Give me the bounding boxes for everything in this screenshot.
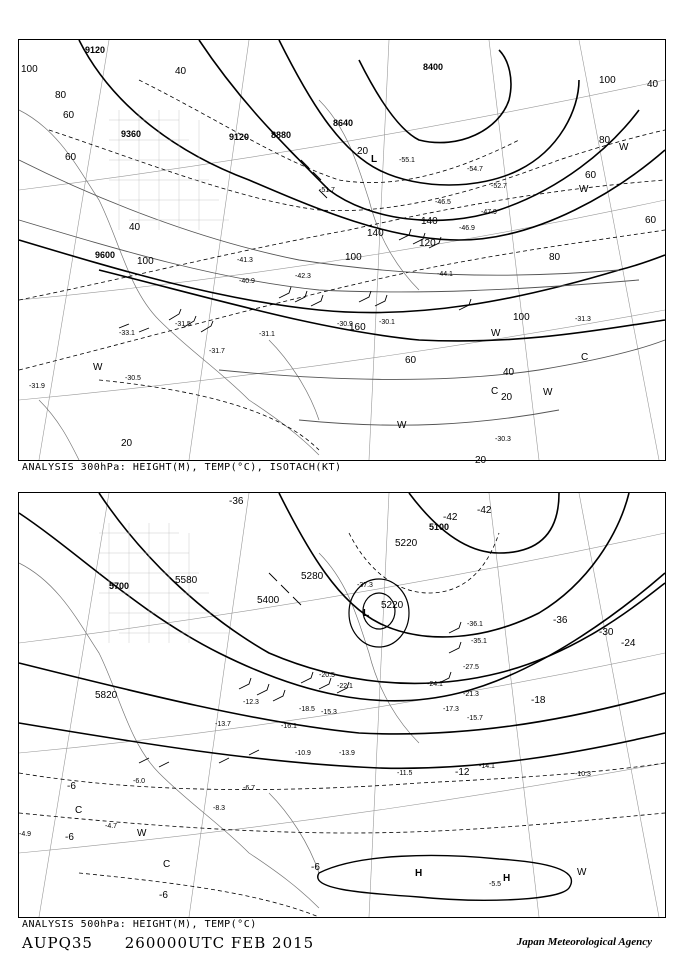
warm-symbol: W (543, 387, 553, 398)
temp-label: -11.5 (397, 770, 413, 777)
temp-label: -30.5 (125, 375, 141, 382)
isotherm-label: -42 (443, 512, 458, 523)
isotach-label: 80 (549, 252, 561, 263)
isotach-label: 100 (21, 64, 38, 75)
temp-label: -30.3 (495, 436, 511, 443)
temp-label: -4.7 (105, 823, 118, 830)
isotach-label: 60 (405, 355, 417, 366)
temp-label: -30.1 (379, 319, 395, 326)
temp-label: -10.9 (295, 750, 311, 757)
graticule (19, 493, 665, 917)
cold-symbol: C (491, 386, 499, 397)
height-label: 8400 (423, 62, 444, 72)
temp-label: -8.3 (213, 805, 226, 812)
isotherm-label: -36 (229, 496, 244, 507)
isotach-label: 60 (63, 110, 75, 121)
isotherm-label: -36 (553, 615, 568, 626)
height-label: 9120 (85, 45, 106, 55)
temp-label: -12.3 (243, 699, 259, 706)
temp-label: -24.1 (427, 681, 443, 688)
isotherm-label: -24 (621, 638, 636, 649)
temp-label: -51.7 (319, 187, 335, 194)
cold-symbol: C (163, 859, 171, 870)
graticule (19, 40, 665, 460)
height-label: 5280 (301, 571, 324, 582)
low-pressure-symbol: L (371, 154, 378, 165)
temp-label: -18.5 (299, 706, 315, 713)
warm-symbol: W (619, 142, 629, 153)
height-label: 8880 (271, 130, 292, 140)
temp-label: -47.9 (481, 209, 497, 216)
low-contour (349, 579, 409, 647)
temp-label: -14.1 (479, 763, 495, 770)
temp-label: -31.9 (29, 383, 45, 390)
warm-symbol: W (491, 328, 501, 339)
height-label: 9360 (121, 129, 142, 139)
height-label: 9600 (95, 250, 116, 260)
height-label: 5580 (175, 575, 198, 586)
analysis-500hpa-map (18, 492, 666, 918)
hatch-region (109, 110, 229, 230)
isotach-label: 40 (647, 79, 659, 90)
temp-label: -54.7 (467, 166, 483, 173)
footer-code-line (22, 934, 340, 952)
temp-label: -30.9 (337, 321, 353, 328)
isotach-lines (19, 160, 665, 425)
temp-label: -15.7 (467, 715, 483, 722)
height-label: 9120 (229, 132, 250, 142)
isotach-label: 20 (501, 392, 513, 403)
cold-symbol: C (581, 352, 589, 363)
temp-label: -13.7 (215, 721, 231, 728)
high-pressure-symbol: H (503, 873, 511, 884)
top-panel-caption: ANALYSIS 300hPa: HEIGHT(M), TEMP(°C), ISOTACH(KT) (22, 462, 342, 473)
temp-label: -6.0 (133, 778, 146, 785)
temp-label: -4.9 (19, 831, 32, 838)
map-300hpa-svg (19, 40, 665, 466)
isotach-label: 100 (345, 252, 362, 263)
isotherm-label: -6 (311, 862, 320, 873)
height-label: 5100 (429, 522, 450, 532)
height-label: 5220 (381, 600, 404, 611)
isotherm-label: -18 (531, 695, 546, 706)
analysis-300hpa-map (18, 39, 666, 466)
temp-label: -31.5 (175, 321, 191, 328)
temp-label: -17.3 (443, 706, 459, 713)
isotach-label: 100 (513, 312, 530, 323)
isotach-label: 120 (419, 238, 436, 249)
temp-label: -31.7 (209, 348, 225, 355)
analysis-datetime: 260000UTC FEB 2015 (124, 934, 315, 952)
isotach-label: 160 (349, 322, 366, 333)
isotach-label: 100 (599, 75, 616, 86)
height-label: 5400 (257, 595, 280, 606)
bottom-panel-caption: ANALYSIS 500hPa: HEIGHT(M), TEMP(°C) (22, 919, 257, 930)
height-label: 5820 (95, 690, 118, 701)
temp-label: -46.9 (459, 225, 475, 232)
temp-label: -55.1 (399, 157, 415, 164)
warm-symbol: W (579, 184, 589, 195)
isotach-label: 80 (599, 135, 611, 146)
map-500hpa-svg (19, 493, 665, 917)
temp-label: -13.9 (339, 750, 355, 757)
product-code: AUPQ35 (22, 934, 93, 952)
warm-symbol: W (93, 362, 103, 373)
isotach-label: 60 (645, 215, 657, 226)
height-label: 8640 (333, 118, 354, 128)
agency-name: Japan Meteorological Agency (516, 936, 652, 948)
isotach-label: 100 (137, 256, 154, 267)
temp-label: -22.1 (337, 683, 353, 690)
isotherm-label: -42 (477, 505, 492, 516)
height-label: 5700 (109, 581, 130, 591)
isotach-label: 40 (129, 222, 141, 233)
temp-label: -44.1 (437, 271, 453, 278)
isotherm-lines (19, 80, 665, 450)
temp-label: -31.3 (575, 316, 591, 323)
warm-symbol: W (397, 420, 407, 431)
isotherm-label: -12 (455, 767, 470, 778)
temp-label: -6.7 (243, 785, 256, 792)
isotach-label: 140 (421, 216, 438, 227)
isotherm-label: -6 (65, 832, 74, 843)
isotach-label: 20 (357, 146, 369, 157)
cold-symbol: C (75, 805, 83, 816)
temp-label: -31.1 (259, 331, 275, 338)
temp-label: -10.3 (575, 771, 591, 778)
isotherm-label: -6 (159, 890, 168, 901)
temp-label: -46.5 (435, 199, 451, 206)
isotherm-label: -6 (67, 781, 76, 792)
high-pressure-symbol: H (415, 868, 423, 879)
warm-symbol: W (137, 828, 147, 839)
temp-label: -42.3 (295, 273, 311, 280)
isotach-label: 40 (175, 66, 187, 77)
isotach-label: 60 (585, 170, 597, 181)
temp-label: -16.1 (281, 723, 297, 730)
isotherm-label: -30 (599, 627, 614, 638)
height-contours (19, 493, 665, 768)
temp-label: -21.3 (463, 691, 479, 698)
temp-label: -35.1 (471, 638, 487, 645)
temp-label: -36.1 (467, 621, 483, 628)
temp-label: -27.5 (463, 664, 479, 671)
temp-label: -37.3 (357, 582, 373, 589)
temp-label: -5.5 (489, 881, 502, 888)
temp-label: -20.5 (319, 672, 335, 679)
isotach-label: 60 (65, 152, 77, 163)
temp-label: -15.3 (321, 709, 337, 716)
isotach-label: 20 (121, 438, 133, 449)
temp-label: -52.7 (491, 183, 507, 190)
isotach-label: 40 (503, 367, 515, 378)
low-pressure-symbol: L (363, 608, 370, 619)
isotach-label: 140 (367, 228, 384, 239)
temp-label: -41.3 (237, 257, 253, 264)
high-contour (318, 856, 572, 901)
temp-label: -33.1 (119, 330, 135, 337)
isotach-label: 80 (55, 90, 67, 101)
warm-symbol: W (577, 867, 587, 878)
height-label: 5220 (395, 538, 418, 549)
isotach-label: 20 (475, 455, 487, 466)
temp-label: -40.9 (239, 278, 255, 285)
